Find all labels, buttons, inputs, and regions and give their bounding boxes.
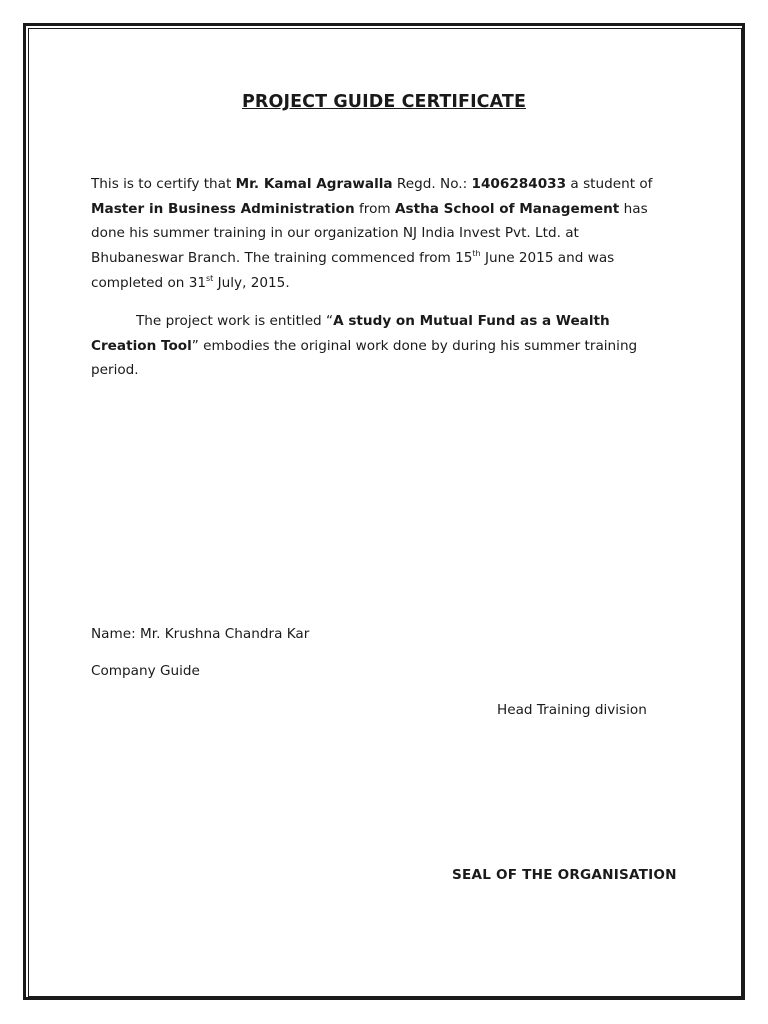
certificate-paragraph-2 — [91, 309, 671, 383]
certificate-title: PROJECT GUIDE CERTIFICATE — [242, 92, 526, 112]
p1-text-4: from — [354, 200, 395, 217]
p1-text-5: has done his summer training in our organization NJ India Invest Pvt. Ltd. at Bhubaneswar Branch. The training commenced from 15 — [91, 200, 648, 267]
registration-number: 1406284033 — [471, 176, 567, 192]
school-name: Astha School of Management — [394, 200, 620, 217]
guide-designation: Company Guide — [91, 663, 200, 679]
p2-text-1: The project work is entitled “ — [136, 313, 334, 329]
p1-text-6: June 2015 and was completed on 31 — [91, 250, 615, 291]
p1-text-2: Regd. No.: — [392, 176, 472, 192]
ordinal-th: th — [472, 249, 481, 259]
p2-text-2: ” embodies the original work done by during his summer training period. — [91, 337, 638, 379]
p1-text-7: July, 2015. — [213, 274, 290, 291]
ordinal-st: st — [206, 273, 214, 283]
programme-name: Master in Business Administration — [91, 200, 355, 217]
certificate-paragraph-1 — [91, 172, 671, 296]
project-title: A study on Mutual Fund as a Wealth Creation Tool — [91, 313, 610, 354]
head-training-division: Head Training division — [497, 702, 647, 718]
p1-text-1: This is to certify that — [91, 176, 236, 192]
p1-text-3: a student of — [566, 176, 653, 192]
organisation-seal-label: SEAL OF THE ORGANISATION — [452, 867, 677, 883]
student-name: Mr. Kamal Agrawalla — [235, 176, 393, 192]
guide-name: Name: Mr. Krushna Chandra Kar — [91, 626, 310, 642]
